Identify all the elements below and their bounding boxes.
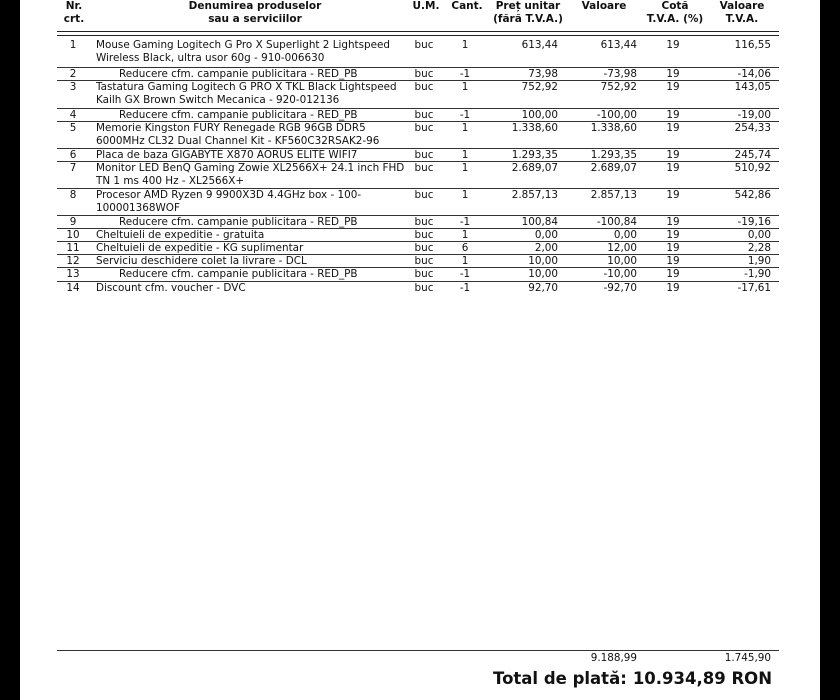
row-number: 12	[66, 255, 80, 267]
total-value: 9.188,99	[590, 652, 637, 664]
table-row	[20, 80, 820, 108]
unit: buc	[414, 149, 434, 161]
unit: buc	[414, 189, 434, 201]
line-value: 0,00	[613, 229, 637, 241]
line-value: -10,00	[603, 268, 637, 280]
vat-rate: 19	[666, 229, 680, 241]
table-row	[20, 121, 820, 148]
vat-rate: 19	[666, 282, 680, 294]
row-number: 14	[66, 282, 80, 294]
row-number: 10	[66, 229, 80, 241]
vat-value: 0,00	[747, 229, 771, 241]
row-number: 11	[66, 242, 80, 254]
table-row	[20, 67, 820, 80]
quantity: 1	[461, 122, 469, 134]
header-vat-rate: Cotă T.V.A. (%)	[646, 0, 704, 25]
total-amount: 10.934,89 RON	[632, 669, 772, 688]
row-number: 8	[69, 189, 77, 201]
product-name: Reducere cfm. campanie publicitara - RED_PB	[119, 268, 358, 280]
quantity: 1	[461, 229, 469, 241]
quantity: 1	[461, 81, 469, 93]
quantity: -1	[459, 68, 471, 80]
table-row	[20, 254, 820, 267]
product-name: Serviciu deschidere colet la livrare - DCL	[96, 255, 307, 267]
line-value: 12,00	[607, 242, 637, 254]
row-number: 5	[69, 122, 77, 134]
product-name: Reducere cfm. campanie publicitara - RED_PB	[119, 68, 358, 80]
line-value: 2.689,07	[590, 162, 637, 174]
line-value: -100,00	[596, 109, 637, 121]
vat-rate: 19	[666, 149, 680, 161]
quantity: -1	[459, 282, 471, 294]
vat-rate: 19	[666, 162, 680, 174]
header-um: U.M.	[412, 0, 440, 12]
quantity: -1	[459, 109, 471, 121]
invoice-page	[20, 0, 820, 700]
vat-rate: 19	[666, 189, 680, 201]
unit-price: 10,00	[528, 255, 558, 267]
table-row	[20, 228, 820, 241]
totals-divider	[57, 650, 779, 651]
header-name: Denumirea produselor sau a serviciilor	[188, 0, 322, 25]
vat-rate: 19	[666, 268, 680, 280]
product-name: Mouse Gaming Logitech G Pro X Superlight 2 Lightspeed Wireless Black, ultra usor 60g - 910-006630	[96, 39, 391, 64]
vat-value: 254,33	[734, 122, 771, 134]
row-number: 1	[69, 39, 77, 51]
quantity: 6	[461, 242, 469, 254]
line-value: 1.293,35	[590, 149, 637, 161]
total-vat: 1.745,90	[724, 652, 771, 664]
vat-value: 245,74	[734, 149, 771, 161]
vat-value: 1,90	[747, 255, 771, 267]
product-name: Placa de baza GIGABYTE X870 AORUS ELITE WIFI7	[96, 149, 358, 161]
unit: buc	[414, 216, 434, 228]
unit-price: 752,92	[521, 81, 558, 93]
unit: buc	[414, 282, 434, 294]
unit-price: 2.689,07	[511, 162, 558, 174]
line-value: -100,84	[596, 216, 637, 228]
row-number: 7	[69, 162, 77, 174]
unit: buc	[414, 162, 434, 174]
table-row	[20, 38, 820, 67]
header-divider	[57, 31, 779, 32]
product-name: Tastatura Gaming Logitech G PRO X TKL Black Lightspeed Kailh GX Brown Switch Mecanica - 920-012136	[96, 81, 397, 106]
quantity: 1	[461, 189, 469, 201]
vat-rate: 19	[666, 68, 680, 80]
vat-rate: 19	[666, 216, 680, 228]
line-value: 10,00	[607, 255, 637, 267]
vat-rate: 19	[666, 39, 680, 51]
row-number: 13	[66, 268, 80, 280]
vat-rate: 19	[666, 255, 680, 267]
line-value: 613,44	[600, 39, 637, 51]
header-vat-value: Valoare T.V.A.	[719, 0, 765, 25]
row-number: 2	[69, 68, 77, 80]
vat-value: 2,28	[747, 242, 771, 254]
product-name: Reducere cfm. campanie publicitara - RED_PB	[119, 216, 358, 228]
table-row	[20, 161, 820, 188]
row-number: 9	[69, 216, 77, 228]
vat-value: 143,05	[734, 81, 771, 93]
header-divider	[57, 35, 779, 36]
unit: buc	[414, 268, 434, 280]
table-row	[20, 215, 820, 228]
unit-price: 10,00	[528, 268, 558, 280]
row-number: 4	[69, 109, 77, 121]
vat-rate: 19	[666, 242, 680, 254]
total-label: Total de plată:	[493, 669, 627, 688]
line-value: 2.857,13	[590, 189, 637, 201]
unit: buc	[414, 122, 434, 134]
product-name: Cheltuieli de expeditie - gratuita	[96, 229, 265, 241]
line-value: 1.338,60	[590, 122, 637, 134]
vat-value: -19,16	[737, 216, 771, 228]
unit-price: 0,00	[534, 229, 558, 241]
product-name: Procesor AMD Ryzen 9 9900X3D 4.4GHz box - 100-100001368WOF	[96, 189, 362, 214]
product-name: Monitor LED BenQ Gaming Zowie XL2566X+ 24.1 inch FHD TN 1 ms 400 Hz - XL2566X+	[96, 162, 405, 187]
quantity: 1	[461, 149, 469, 161]
unit: buc	[414, 109, 434, 121]
header-nr: Nr. crt.	[63, 0, 85, 25]
unit-price: 1.293,35	[511, 149, 558, 161]
table-row	[20, 188, 820, 215]
line-value: 752,92	[600, 81, 637, 93]
vat-value: -19,00	[737, 109, 771, 121]
unit: buc	[414, 39, 434, 51]
header-value: Valoare	[581, 0, 627, 12]
table-row	[20, 108, 820, 121]
table-row	[20, 241, 820, 254]
table-row	[20, 148, 820, 161]
line-value: -92,70	[603, 282, 637, 294]
unit-price: 100,84	[521, 216, 558, 228]
vat-value: 510,92	[734, 162, 771, 174]
vat-value: 542,86	[734, 189, 771, 201]
unit-price: 100,00	[521, 109, 558, 121]
quantity: 1	[461, 162, 469, 174]
quantity: 1	[461, 255, 469, 267]
quantity: -1	[459, 268, 471, 280]
unit-price: 92,70	[528, 282, 558, 294]
vat-value: -17,61	[737, 282, 771, 294]
quantity: -1	[459, 216, 471, 228]
header-qty: Cant.	[451, 0, 483, 12]
vat-rate: 19	[666, 109, 680, 121]
table-row	[20, 267, 820, 281]
line-value: -73,98	[603, 68, 637, 80]
product-name: Discount cfm. voucher - DVC	[96, 282, 246, 294]
unit: buc	[414, 68, 434, 80]
header-price: Preț unitar (fără T.V.A.)	[493, 0, 563, 25]
vat-rate: 19	[666, 122, 680, 134]
unit-price: 613,44	[521, 39, 558, 51]
vat-rate: 19	[666, 81, 680, 93]
unit-price: 2,00	[534, 242, 558, 254]
vat-value: 116,55	[734, 39, 771, 51]
cropped-footnote	[100, 693, 700, 700]
row-number: 6	[69, 149, 77, 161]
unit: buc	[414, 229, 434, 241]
vat-value: -1,90	[744, 268, 771, 280]
unit-price: 1.338,60	[511, 122, 558, 134]
table-row	[20, 281, 820, 294]
grand-total	[493, 669, 772, 688]
quantity: 1	[461, 39, 469, 51]
vat-value: -14,06	[737, 68, 771, 80]
product-name: Reducere cfm. campanie publicitara - RED_PB	[119, 109, 358, 121]
product-name: Memorie Kingston FURY Renegade RGB 96GB DDR5 6000MHz CL32 Dual Channel Kit - KF560C32RSAK2-96	[96, 122, 380, 147]
unit: buc	[414, 81, 434, 93]
unit-price: 2.857,13	[511, 189, 558, 201]
unit: buc	[414, 242, 434, 254]
row-number: 3	[69, 81, 77, 93]
product-name: Cheltuieli de expeditie - KG suplimentar	[96, 242, 304, 254]
unit-price: 73,98	[528, 68, 558, 80]
unit: buc	[414, 255, 434, 267]
table-header	[20, 0, 820, 30]
